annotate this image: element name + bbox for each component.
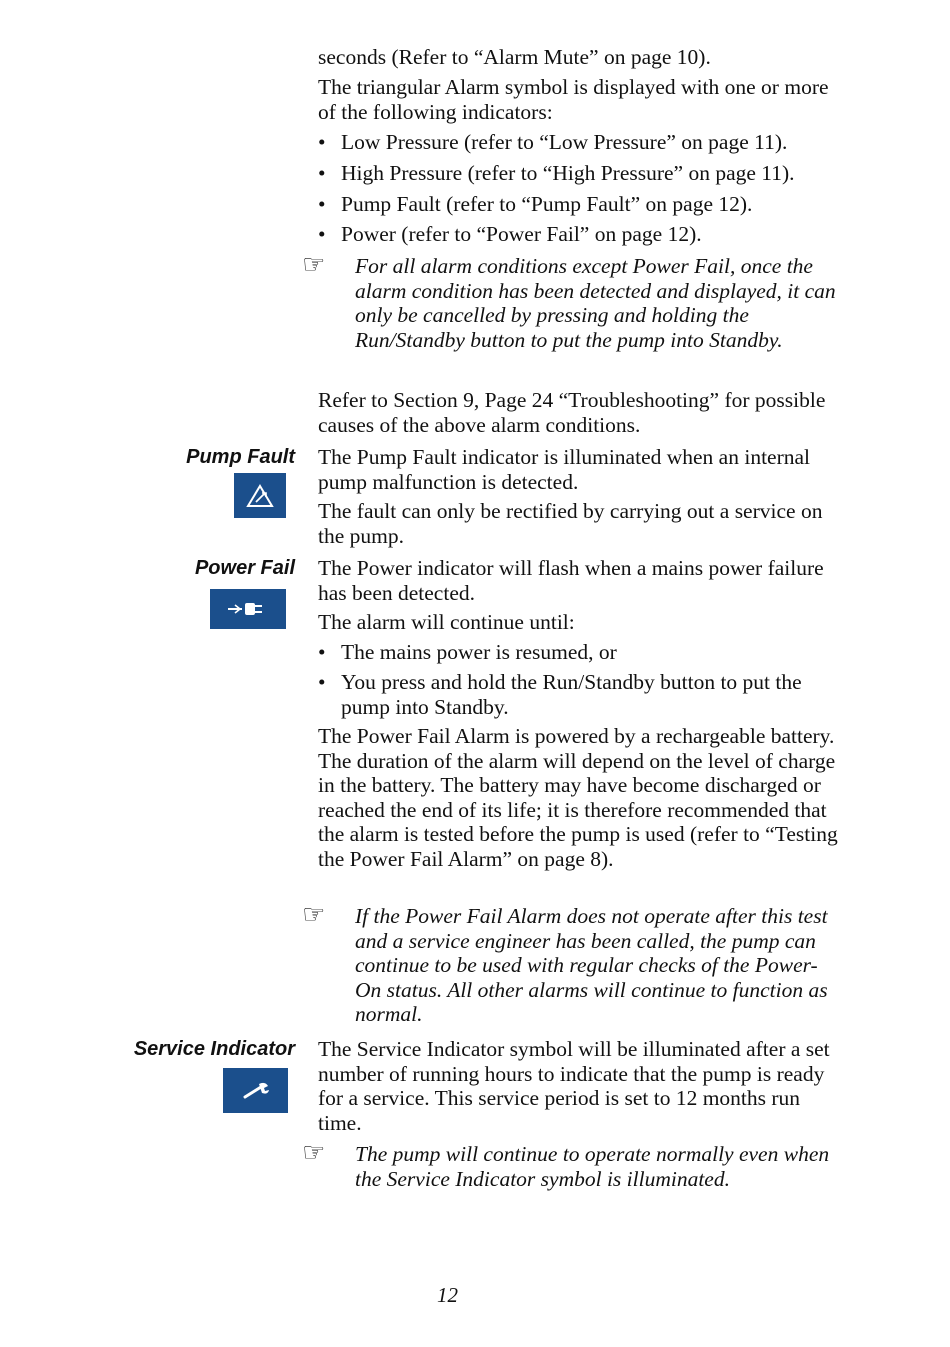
paragraph-power-fail-1: The Power indicator will flash when a mains power failure has been detected. — [318, 556, 824, 605]
bullet-marker: • — [318, 130, 326, 154]
paragraph-service-indicator: The Service Indicator symbol will be illuminated after a set number of running hours to indicate that the pump is ready for a service. This service period is set to 12 months run time. — [318, 1037, 830, 1135]
bullet-mains-resumed: • The mains power is resumed, or — [318, 640, 617, 664]
section-label-power-fail: Power Fail — [194, 557, 295, 579]
bullet-marker: • — [318, 161, 326, 185]
power-plug-icon — [210, 589, 286, 629]
bullet-marker: • — [318, 192, 326, 216]
paragraph-pump-fault-2: The fault can only be rectified by carrying out a service on the pump. — [318, 499, 823, 548]
note-power-fail-test: ☞ If the Power Fail Alarm does not operate after this test and a service engineer has been called, the pump can continue to be used with regular checks of the Power-On status. All other alarms will continue to function as normal. — [302, 900, 828, 1027]
bullet-marker: • — [318, 640, 326, 664]
bullet-marker: • — [318, 670, 326, 694]
bullet-pump-fault: • Pump Fault (refer to “Pump Fault” on page 12). — [318, 192, 753, 216]
wrench-icon — [223, 1068, 288, 1113]
paragraph-alarm-symbol: The triangular Alarm symbol is displayed with one or more of the following indicators: — [318, 75, 829, 124]
section-label-service-indicator: Service Indicator — [133, 1038, 295, 1060]
pointing-hand-icon: ☞ — [302, 1138, 326, 1168]
paragraph-alarm-mute-ref: seconds (Refer to “Alarm Mute” on page 10). — [318, 45, 711, 69]
pointing-hand-icon: ☞ — [302, 900, 326, 930]
note-alarm-cancel: ☞ For all alarm conditions except Power Fail, once the alarm condition has been detected and displayed, it can only be cancelled by pressing and holding the Run/Standby button to put the pump into Standby. — [302, 250, 836, 352]
bullet-power: • Power (refer to “Power Fail” on page 12). — [318, 222, 702, 246]
bullet-high-pressure: • High Pressure (refer to “High Pressure” on page 11). — [318, 161, 795, 185]
paragraph-pump-fault-1: The Pump Fault indicator is illuminated when an internal pump malfunction is detected. — [318, 445, 811, 494]
paragraph-power-fail-battery: The Power Fail Alarm is powered by a rechargeable battery. The duration of the alarm will depend on the level of charge in the battery. The battery may have become discharged or reached the end of its life; it is therefore recommended that the alarm is tested before the pump is used (refer to “Testing the Power Fail Alarm” on page 8). — [318, 724, 838, 871]
page-number: 12 — [437, 1283, 458, 1307]
bullet-low-pressure: • Low Pressure (refer to “Low Pressure” on page 11). — [318, 130, 788, 154]
bullet-marker: • — [318, 222, 326, 246]
pointing-hand-icon: ☞ — [302, 250, 326, 280]
paragraph-power-fail-2: The alarm will continue until: — [318, 610, 575, 634]
note-service-indicator: ☞ The pump will continue to operate normally even when the Service Indicator symbol is illuminated. — [302, 1138, 830, 1191]
bullet-press-run-standby: • You press and hold the Run/Standby button to put the pump into Standby. — [318, 670, 802, 719]
paragraph-troubleshooting-ref: Refer to Section 9, Page 24 “Troubleshooting” for possible causes of the above alarm conditions. — [318, 388, 826, 437]
section-label-pump-fault: Pump Fault — [186, 446, 295, 468]
pump-fault-icon — [234, 473, 286, 518]
